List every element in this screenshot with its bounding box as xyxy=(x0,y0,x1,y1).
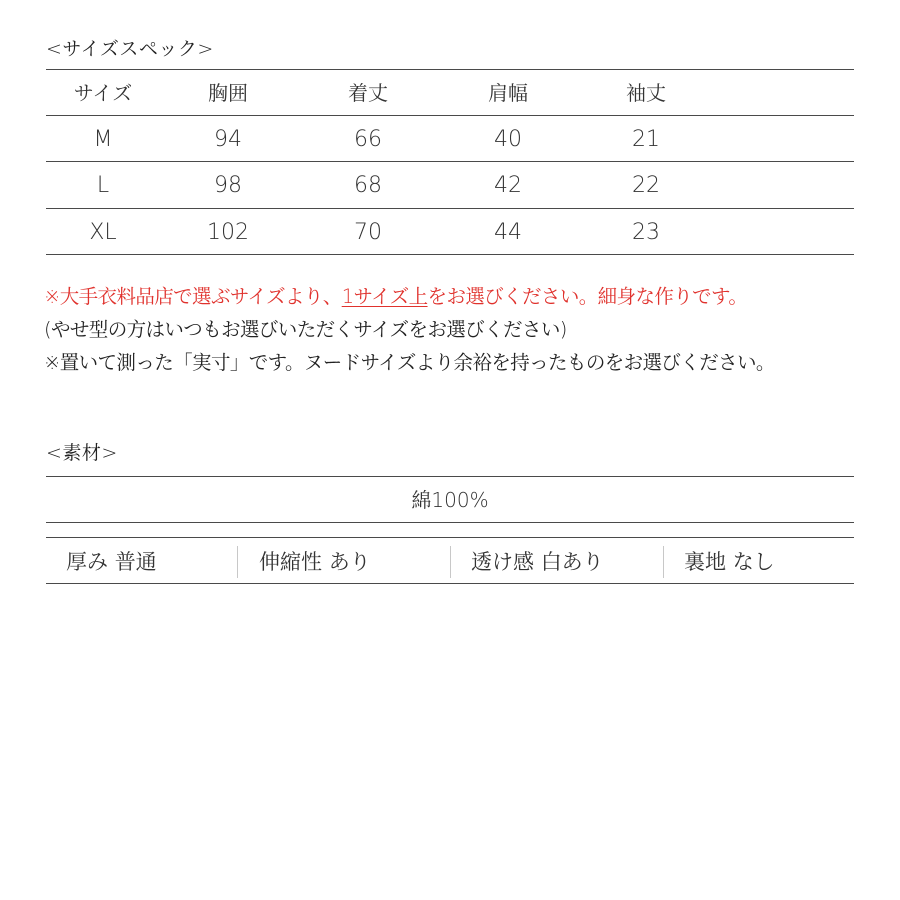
row-size: M xyxy=(93,127,113,152)
fit-note-slim: (やせ型の方はいつもお選びいただくサイズをお選びください) xyxy=(44,318,567,341)
property-label: 厚み xyxy=(66,550,108,574)
row-sleeve: 21 xyxy=(632,127,660,152)
header-chest: 胸囲 xyxy=(208,81,248,105)
property-thickness xyxy=(66,538,157,584)
row-length: 70 xyxy=(354,220,382,245)
property-value: 普通 xyxy=(114,550,157,574)
table-rule xyxy=(46,208,854,209)
row-size: L xyxy=(96,173,110,198)
material-composition: 綿100% xyxy=(411,488,489,512)
size-spec-heading: <サイズスペック> xyxy=(46,38,214,60)
table-rule xyxy=(46,161,854,162)
measurement-note: ※置いて測った「実寸」です。ヌードサイズより余裕を持ったものをお選びください。 xyxy=(44,351,775,374)
table-bottom-rule xyxy=(46,254,854,255)
row-chest: 102 xyxy=(207,220,249,245)
property-value: 白あり xyxy=(540,550,604,574)
header-size: サイズ xyxy=(73,81,133,105)
property-stretch xyxy=(259,538,371,584)
row-shoulder: 42 xyxy=(494,173,522,198)
properties-bottom-rule xyxy=(46,583,854,584)
row-length: 68 xyxy=(354,173,382,198)
property-divider xyxy=(237,546,238,578)
row-size: XL xyxy=(89,220,117,245)
property-divider xyxy=(663,546,664,578)
property-divider xyxy=(450,546,451,578)
property-lining xyxy=(684,538,775,584)
header-length: 着丈 xyxy=(348,81,388,105)
row-sleeve: 22 xyxy=(632,173,660,198)
property-sheerness xyxy=(471,538,604,584)
property-label: 伸縮性 xyxy=(259,550,322,574)
row-shoulder: 44 xyxy=(494,220,522,245)
row-length: 66 xyxy=(354,127,382,152)
row-chest: 94 xyxy=(214,127,242,152)
property-value: あり xyxy=(328,550,371,574)
header-sleeve: 袖丈 xyxy=(626,81,666,105)
material-heading: <素材> xyxy=(46,442,118,464)
property-label: 透け感 xyxy=(471,550,534,574)
row-chest: 98 xyxy=(214,173,242,198)
row-sleeve: 23 xyxy=(632,220,660,245)
property-value: なし xyxy=(732,550,775,574)
fit-note-pre: ※大手衣料品店で選ぶサイズより、 xyxy=(44,285,342,308)
table-rule xyxy=(46,115,854,116)
header-shoulder: 肩幅 xyxy=(488,81,528,105)
fit-note-emphasis: 1サイズ上 xyxy=(341,285,428,308)
fit-note xyxy=(44,281,747,309)
property-label: 裏地 xyxy=(684,550,726,574)
row-shoulder: 40 xyxy=(494,127,522,152)
material-mid-rule xyxy=(46,522,854,523)
fit-note-post: をお選びください。細身な作りです。 xyxy=(427,285,748,308)
